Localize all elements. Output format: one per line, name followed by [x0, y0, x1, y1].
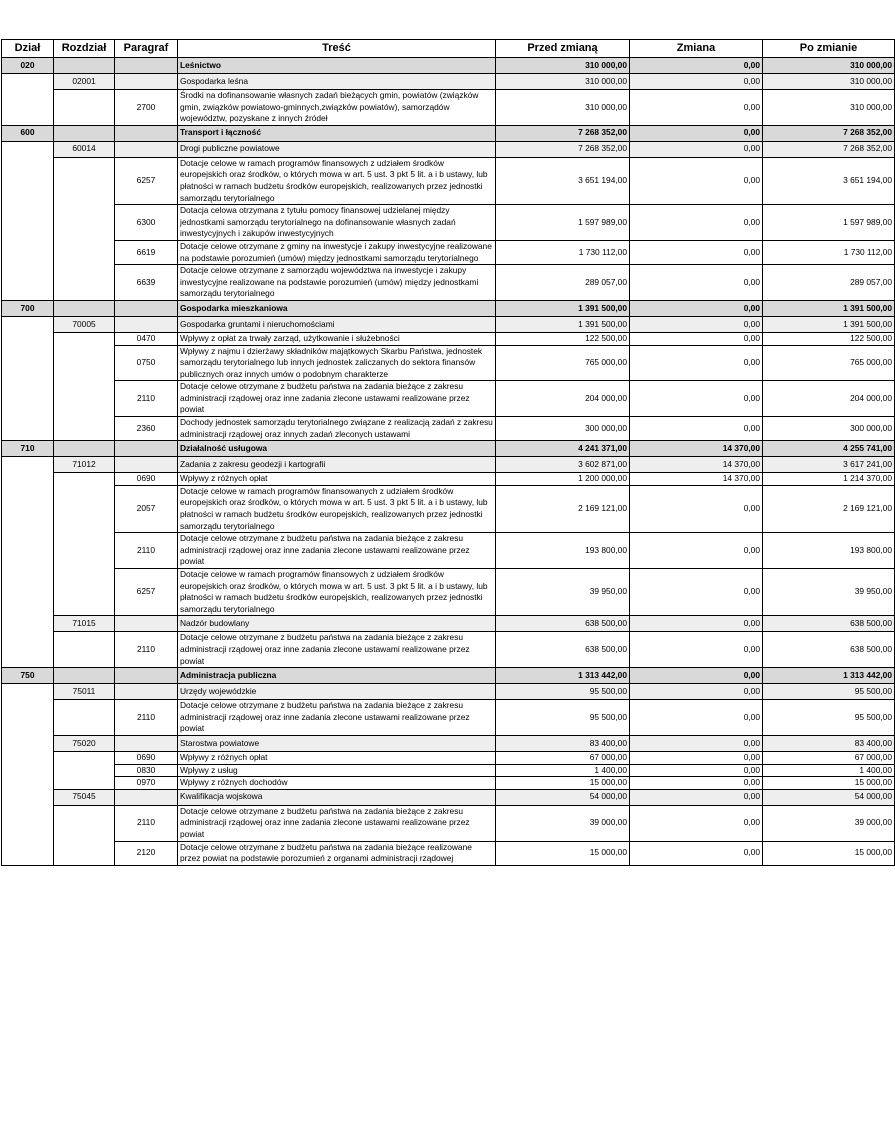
- rozdzial-blank-cell: [54, 632, 115, 668]
- rozdzial-code: 75020: [54, 735, 115, 751]
- amount-change: 0,00: [630, 300, 763, 316]
- amount-change: 0,00: [630, 789, 763, 805]
- rozdzial-row: [2, 141, 895, 157]
- rozdzial-name: Urzędy wojewódzkie: [178, 684, 496, 700]
- amount-change: 0,00: [630, 141, 763, 157]
- paragraf-row: [2, 805, 895, 841]
- rozdzial-code: 60014: [54, 141, 115, 157]
- paragraf-code: 6300: [115, 205, 178, 241]
- amount-after: 15 000,00: [763, 777, 895, 790]
- paragraf-row: [2, 332, 895, 345]
- rozdzial-name: Starostwa powiatowe: [178, 735, 496, 751]
- paragraf-code: 2110: [115, 700, 178, 736]
- amount-change: 0,00: [630, 668, 763, 684]
- amount-before: 638 500,00: [496, 616, 630, 632]
- paragraf-empty-cell: [115, 316, 178, 332]
- paragraf-code: 0750: [115, 345, 178, 381]
- paragraf-description: Wpływy z różnych opłat: [178, 473, 496, 486]
- dzial-blank-cell: [2, 457, 54, 668]
- paragraf-row: [2, 569, 895, 616]
- paragraf-code: 0970: [115, 777, 178, 790]
- amount-before: 638 500,00: [496, 632, 630, 668]
- dzial-code: 020: [2, 58, 54, 74]
- amount-change: 0,00: [630, 735, 763, 751]
- amount-after: 122 500,00: [763, 332, 895, 345]
- rozdzial-code: 70005: [54, 316, 115, 332]
- dzial-row: [2, 125, 895, 141]
- amount-after: 289 057,00: [763, 265, 895, 301]
- rozdzial-name: Gospodarka leśna: [178, 74, 496, 90]
- rozdzial-name: Drogi publiczne powiatowe: [178, 141, 496, 157]
- paragraf-empty-cell: [115, 141, 178, 157]
- paragraf-description: Środki na dofinansowanie własnych zadań bieżących gmin, powiatów (związków gmin, związków powiatowo-gminnych,związków powiatów), samorządów województw, pozyskane z innych źródeł: [178, 90, 496, 126]
- paragraf-row: [2, 417, 895, 441]
- dzial-blank-cell: [2, 141, 54, 300]
- header-tresc: Treść: [178, 40, 496, 58]
- paragraf-description: Dotacja celowa otrzymana z tytułu pomocy finansowej udzielanej między jednostkami samorządu terytorialnego na dofinansowanie własnych zadań inwestycyjnych i zakupów inwestycyjnych: [178, 205, 496, 241]
- paragraf-row: [2, 345, 895, 381]
- dzial-name: Leśnictwo: [178, 58, 496, 74]
- amount-before: 310 000,00: [496, 58, 630, 74]
- dzial-blank-cell: [2, 684, 54, 866]
- rozdzial-row: [2, 457, 895, 473]
- paragraf-description: Wpływy z różnych dochodów: [178, 777, 496, 790]
- amount-change: 0,00: [630, 764, 763, 777]
- paragraf-code: 6257: [115, 157, 178, 204]
- dzial-name: Gospodarka mieszkaniowa: [178, 300, 496, 316]
- amount-before: 204 000,00: [496, 381, 630, 417]
- rozdzial-name: Gospodarka gruntami i nieruchomościami: [178, 316, 496, 332]
- paragraf-code: 6257: [115, 569, 178, 616]
- dzial-row: [2, 300, 895, 316]
- amount-change: 0,00: [630, 616, 763, 632]
- paragraf-description: Dochody jednostek samorządu terytorialnego związane z realizacją zadań z zakresu administracji rządowej oraz innych zadań zleconych ustawami: [178, 417, 496, 441]
- paragraf-row: [2, 240, 895, 264]
- paragraf-empty-cell: [115, 616, 178, 632]
- paragraf-empty-cell: [115, 125, 178, 141]
- amount-after: 83 400,00: [763, 735, 895, 751]
- amount-before: 95 500,00: [496, 700, 630, 736]
- paragraf-description: Dotacje celowe otrzymane z budżetu państwa na zadania bieżące z zakresu administracji rządowej oraz inne zadania zlecone ustawami realizowane przez powiat: [178, 632, 496, 668]
- amount-after: 4 255 741,00: [763, 441, 895, 457]
- amount-before: 54 000,00: [496, 789, 630, 805]
- paragraf-empty-cell: [115, 735, 178, 751]
- paragraf-row: [2, 473, 895, 486]
- amount-before: 1 400,00: [496, 764, 630, 777]
- dzial-row: [2, 441, 895, 457]
- amount-change: 0,00: [630, 700, 763, 736]
- rozdzial-code: 02001: [54, 74, 115, 90]
- amount-change: 0,00: [630, 240, 763, 264]
- amount-change: 0,00: [630, 345, 763, 381]
- amount-change: 0,00: [630, 632, 763, 668]
- rozdzial-blank-cell: [54, 90, 115, 126]
- amount-change: 0,00: [630, 125, 763, 141]
- dzial-code: 710: [2, 441, 54, 457]
- paragraf-description: Dotacje celowe otrzymane z budżetu państwa na zadania bieżące realizowane przez powiat na podstawie porozumień z organami administracji rządowej: [178, 841, 496, 865]
- paragraf-row: [2, 841, 895, 865]
- rozdzial-row: [2, 316, 895, 332]
- amount-after: 1 313 442,00: [763, 668, 895, 684]
- amount-before: 122 500,00: [496, 332, 630, 345]
- rozdzial-empty-cell: [54, 668, 115, 684]
- amount-before: 1 730 112,00: [496, 240, 630, 264]
- dzial-code: 700: [2, 300, 54, 316]
- amount-before: 1 391 500,00: [496, 316, 630, 332]
- amount-before: 4 241 371,00: [496, 441, 630, 457]
- amount-after: 3 651 194,00: [763, 157, 895, 204]
- amount-after: 54 000,00: [763, 789, 895, 805]
- rozdzial-name: Nadzór budowlany: [178, 616, 496, 632]
- rozdzial-empty-cell: [54, 58, 115, 74]
- amount-after: 310 000,00: [763, 90, 895, 126]
- paragraf-row: [2, 90, 895, 126]
- amount-before: 39 000,00: [496, 805, 630, 841]
- amount-change: 0,00: [630, 205, 763, 241]
- amount-before: 67 000,00: [496, 751, 630, 764]
- dzial-code: 600: [2, 125, 54, 141]
- amount-change: 0,00: [630, 777, 763, 790]
- rozdzial-name: Kwalifikacja wojskowa: [178, 789, 496, 805]
- amount-change: 0,00: [630, 157, 763, 204]
- paragraf-empty-cell: [115, 457, 178, 473]
- amount-after: 3 617 241,00: [763, 457, 895, 473]
- amount-after: 95 500,00: [763, 684, 895, 700]
- amount-before: 310 000,00: [496, 74, 630, 90]
- paragraf-description: Dotacje celowe otrzymane z budżetu państwa na zadania bieżące z zakresu administracji rządowej oraz inne zadania zlecone ustawami realizowane przez powiat: [178, 700, 496, 736]
- paragraf-code: 2700: [115, 90, 178, 126]
- amount-change: 0,00: [630, 265, 763, 301]
- amount-after: 7 268 352,00: [763, 141, 895, 157]
- header-paragraf: Paragraf: [115, 40, 178, 58]
- dzial-row: [2, 58, 895, 74]
- paragraf-code: 2110: [115, 533, 178, 569]
- rozdzial-name: Zadania z zakresu geodezji i kartografii: [178, 457, 496, 473]
- paragraf-code: 0690: [115, 473, 178, 486]
- amount-after: 1 214 370,00: [763, 473, 895, 486]
- header-przed-zmiana: Przed zmianą: [496, 40, 630, 58]
- paragraf-row: [2, 700, 895, 736]
- amount-after: 765 000,00: [763, 345, 895, 381]
- amount-before: 2 169 121,00: [496, 485, 630, 532]
- amount-after: 2 169 121,00: [763, 485, 895, 532]
- paragraf-row: [2, 751, 895, 764]
- paragraf-code: 0690: [115, 751, 178, 764]
- amount-before: 3 651 194,00: [496, 157, 630, 204]
- paragraf-description: Wpływy z opłat za trwały zarząd, użytkowanie i służebności: [178, 332, 496, 345]
- amount-after: 1 597 989,00: [763, 205, 895, 241]
- amount-after: 638 500,00: [763, 632, 895, 668]
- amount-change: 0,00: [630, 417, 763, 441]
- amount-change: 14 370,00: [630, 441, 763, 457]
- rozdzial-row: [2, 684, 895, 700]
- amount-before: 193 800,00: [496, 533, 630, 569]
- rozdzial-code: 75011: [54, 684, 115, 700]
- amount-change: 0,00: [630, 805, 763, 841]
- budget-table: [1, 39, 895, 866]
- amount-after: 1 391 500,00: [763, 300, 895, 316]
- amount-before: 765 000,00: [496, 345, 630, 381]
- paragraf-description: Dotacje celowe w ramach programów finansowanych z udziałem środków europejskich oraz środków, o których mowa w art. 5 ust. 3 pkt 5 lit. a i b ustawy, lub płatności w ramach budżetu środków europejskich, realizowanych przez jednostki samorządu terytorialnego: [178, 485, 496, 532]
- paragraf-code: 6619: [115, 240, 178, 264]
- paragraf-description: Wpływy z najmu i dzierżawy składników majątkowych Skarbu Państwa, jednostek samorządu terytorialnego lub innych jednostek zaliczanych do sektora finansów publicznych oraz innych umów o podobnym charakterze: [178, 345, 496, 381]
- dzial-blank-cell: [2, 316, 54, 440]
- amount-before: 300 000,00: [496, 417, 630, 441]
- amount-change: 14 370,00: [630, 473, 763, 486]
- amount-after: 638 500,00: [763, 616, 895, 632]
- paragraf-code: 2360: [115, 417, 178, 441]
- amount-after: 310 000,00: [763, 74, 895, 90]
- amount-before: 289 057,00: [496, 265, 630, 301]
- rozdzial-blank-cell: [54, 805, 115, 865]
- paragraf-code: 2057: [115, 485, 178, 532]
- amount-after: 7 268 352,00: [763, 125, 895, 141]
- paragraf-code: 2110: [115, 632, 178, 668]
- paragraf-description: Dotacje celowe otrzymane z budżetu państwa na zadania bieżące z zakresu administracji rządowej oraz inne zadania zlecone ustawami realizowane przez powiat: [178, 805, 496, 841]
- paragraf-description: Dotacje celowe otrzymane z samorządu województwa na inwestycje i zakupy inwestycyjne realizowane na podstawie porozumień (umów) między jednostkami samorządu terytorialnego: [178, 265, 496, 301]
- dzial-row: [2, 668, 895, 684]
- dzial-name: Działalność usługowa: [178, 441, 496, 457]
- rozdzial-code: 71012: [54, 457, 115, 473]
- rozdzial-code: 75045: [54, 789, 115, 805]
- header-row: [2, 40, 895, 58]
- amount-before: 1 200 000,00: [496, 473, 630, 486]
- header-zmiana: Zmiana: [630, 40, 763, 58]
- dzial-name: Administracja publiczna: [178, 668, 496, 684]
- amount-before: 1 597 989,00: [496, 205, 630, 241]
- paragraf-description: Dotacje celowe otrzymane z gminy na inwestycje i zakupy inwestycyjne realizowane na podstawie porozumień (umów) między jednostkami samorządu terytorialnego: [178, 240, 496, 264]
- paragraf-description: Dotacje celowe otrzymane z budżetu państwa na zadania bieżące z zakresu administracji rządowej oraz inne zadania zlecone ustawami realizowane przez powiat: [178, 533, 496, 569]
- paragraf-description: Dotacje celowe otrzymane z budżetu państwa na zadania bieżące z zakresu administracji rządowej oraz inne zadania zlecone ustawami realizowane przez powiat: [178, 381, 496, 417]
- paragraf-description: Wpływy z różnych opłat: [178, 751, 496, 764]
- amount-change: 0,00: [630, 485, 763, 532]
- paragraf-row: [2, 632, 895, 668]
- amount-before: 15 000,00: [496, 841, 630, 865]
- amount-after: 1 400,00: [763, 764, 895, 777]
- rozdzial-row: [2, 789, 895, 805]
- amount-before: 310 000,00: [496, 90, 630, 126]
- amount-after: 39 950,00: [763, 569, 895, 616]
- amount-change: 0,00: [630, 58, 763, 74]
- dzial-name: Transport i łączność: [178, 125, 496, 141]
- amount-change: 0,00: [630, 381, 763, 417]
- dzial-blank-cell: [2, 74, 54, 126]
- amount-after: 204 000,00: [763, 381, 895, 417]
- amount-change: 0,00: [630, 684, 763, 700]
- amount-after: 310 000,00: [763, 58, 895, 74]
- rozdzial-blank-cell: [54, 157, 115, 300]
- paragraf-description: Dotacje celowe w ramach programów finansowych z udziałem środków europejskich oraz środków, o których mowa w art. 5 ust. 3 pkt 5 lit. a i b ustawy, lub płatności w ramach budżetu środków europejskich, realizowanych przez jednostki samorządu terytorialnego: [178, 157, 496, 204]
- amount-after: 300 000,00: [763, 417, 895, 441]
- paragraf-row: [2, 764, 895, 777]
- rozdzial-row: [2, 735, 895, 751]
- paragraf-row: [2, 381, 895, 417]
- paragraf-row: [2, 205, 895, 241]
- rozdzial-code: 71015: [54, 616, 115, 632]
- paragraf-code: 6639: [115, 265, 178, 301]
- amount-change: 0,00: [630, 90, 763, 126]
- paragraf-code: 2120: [115, 841, 178, 865]
- rozdzial-row: [2, 616, 895, 632]
- rozdzial-row: [2, 74, 895, 90]
- amount-before: 1 313 442,00: [496, 668, 630, 684]
- amount-change: 0,00: [630, 751, 763, 764]
- header-po-zmianie: Po zmianie: [763, 40, 895, 58]
- amount-after: 1 391 500,00: [763, 316, 895, 332]
- amount-change: 0,00: [630, 569, 763, 616]
- amount-change: 0,00: [630, 533, 763, 569]
- rozdzial-empty-cell: [54, 441, 115, 457]
- amount-before: 7 268 352,00: [496, 141, 630, 157]
- paragraf-row: [2, 533, 895, 569]
- rozdzial-blank-cell: [54, 751, 115, 789]
- amount-after: 95 500,00: [763, 700, 895, 736]
- amount-after: 193 800,00: [763, 533, 895, 569]
- paragraf-code: 0470: [115, 332, 178, 345]
- amount-before: 95 500,00: [496, 684, 630, 700]
- paragraf-empty-cell: [115, 789, 178, 805]
- paragraf-description: Dotacje celowe w ramach programów finansowych z udziałem środków europejskich oraz środków, o których mowa w art. 5 ust. 3 pkt 5 lit. a i b ustawy, lub płatności w ramach budżetu środków europejskich, realizowanych przez jednostki samorządu terytorialnego: [178, 569, 496, 616]
- paragraf-empty-cell: [115, 441, 178, 457]
- paragraf-empty-cell: [115, 300, 178, 316]
- rozdzial-empty-cell: [54, 300, 115, 316]
- header-rozdzial: Rozdział: [54, 40, 115, 58]
- amount-before: 15 000,00: [496, 777, 630, 790]
- amount-after: 15 000,00: [763, 841, 895, 865]
- header-dzial: Dział: [2, 40, 54, 58]
- dzial-code: 750: [2, 668, 54, 684]
- paragraf-description: Wpływy z usług: [178, 764, 496, 777]
- amount-before: 7 268 352,00: [496, 125, 630, 141]
- amount-after: 39 000,00: [763, 805, 895, 841]
- amount-change: 0,00: [630, 841, 763, 865]
- amount-before: 39 950,00: [496, 569, 630, 616]
- paragraf-code: 2110: [115, 805, 178, 841]
- paragraf-empty-cell: [115, 74, 178, 90]
- paragraf-row: [2, 485, 895, 532]
- paragraf-code: 2110: [115, 381, 178, 417]
- paragraf-row: [2, 777, 895, 790]
- paragraf-empty-cell: [115, 58, 178, 74]
- rozdzial-blank-cell: [54, 473, 115, 616]
- amount-before: 1 391 500,00: [496, 300, 630, 316]
- amount-after: 1 730 112,00: [763, 240, 895, 264]
- amount-change: 0,00: [630, 74, 763, 90]
- paragraf-row: [2, 265, 895, 301]
- amount-change: 0,00: [630, 316, 763, 332]
- paragraf-row: [2, 157, 895, 204]
- rozdzial-blank-cell: [54, 332, 115, 440]
- paragraf-code: 0830: [115, 764, 178, 777]
- rozdzial-empty-cell: [54, 125, 115, 141]
- amount-before: 83 400,00: [496, 735, 630, 751]
- rozdzial-blank-cell: [54, 700, 115, 736]
- paragraf-empty-cell: [115, 668, 178, 684]
- paragraf-empty-cell: [115, 684, 178, 700]
- amount-before: 3 602 871,00: [496, 457, 630, 473]
- amount-after: 67 000,00: [763, 751, 895, 764]
- amount-change: 0,00: [630, 332, 763, 345]
- amount-change: 14 370,00: [630, 457, 763, 473]
